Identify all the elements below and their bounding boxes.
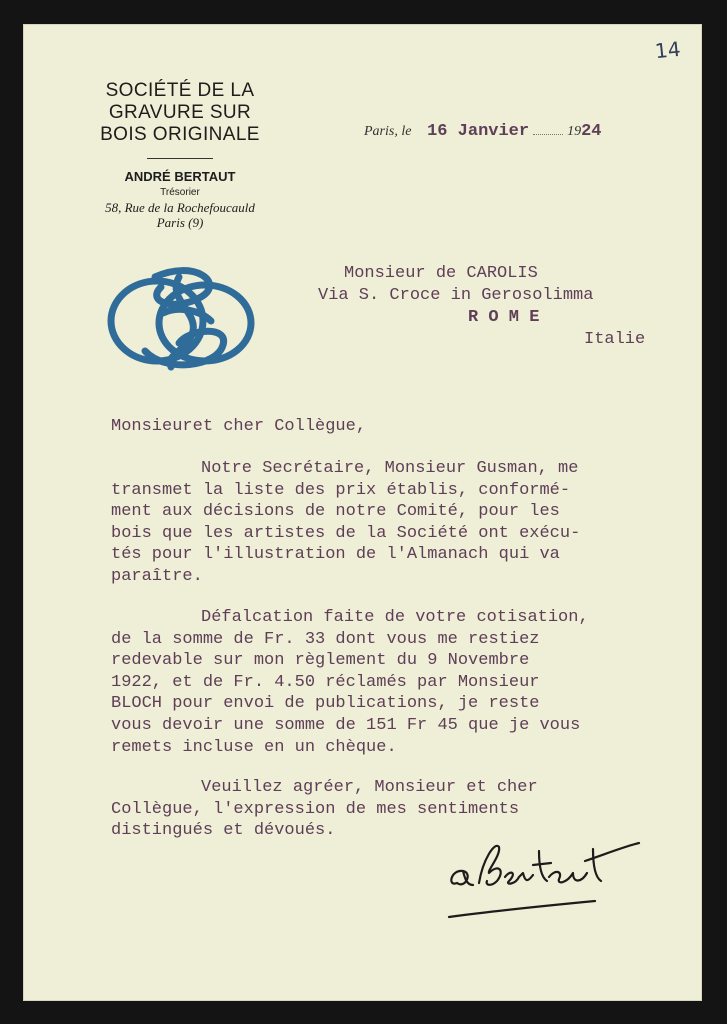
address-street: 58, Rue de la Rochefoucauld xyxy=(105,200,255,215)
society-monogram-icon xyxy=(105,255,257,381)
dateline-place: Paris, le xyxy=(364,124,412,139)
paragraph-line: Notre Secrétaire, Monsieur Gusman, me xyxy=(201,459,579,478)
paragraph-line: Collègue, l'expression de mes sentiments xyxy=(111,799,520,819)
dateline-day-month: 16 Janvier xyxy=(427,122,530,141)
paragraph-line: paraître. xyxy=(111,566,203,586)
letterhead-divider xyxy=(147,158,213,159)
paragraph-line: 1922, et de Fr. 4.50 réclamés par Monsieur xyxy=(111,672,540,692)
salutation xyxy=(111,416,701,438)
paragraph-line: Défalcation faite de votre cotisation, xyxy=(201,608,589,627)
paragraph-line: remets incluse en un chèque. xyxy=(111,737,397,757)
dateline xyxy=(364,122,602,141)
recipient-name: Monsieur de CAROLIS xyxy=(344,264,538,283)
paragraph-line: distingués et dévoués. xyxy=(111,821,336,841)
paragraph-line: vous devoir une somme de 151 Fr 45 que je vous xyxy=(111,715,581,735)
treasurer-name: ANDRÉ BERTAUT xyxy=(124,169,236,184)
paragraph-line: redevable sur mon règlement du 9 Novembre xyxy=(111,651,530,671)
paragraph-line: Veuillez agréer, Monsieur et cher xyxy=(201,778,538,797)
paragraph-2 xyxy=(111,607,701,758)
treasurer-title: Trésorier xyxy=(160,187,200,198)
dateline-year: 24 xyxy=(581,122,602,141)
address-city: Paris (9) xyxy=(156,215,204,230)
paragraph-line: bois que les artistes de la Société ont exécu- xyxy=(111,523,581,543)
dateline-century: 19 xyxy=(567,124,582,139)
recipient-street: Via S. Croce in Gerosolimma xyxy=(318,286,594,305)
paragraph-line: ment aux décisions de notre Comité, pour les xyxy=(111,502,560,522)
recipient-country: Italie xyxy=(584,330,646,349)
folio-number: 14 xyxy=(653,36,682,64)
society-name-line: BOIS ORIGINALE xyxy=(100,124,260,145)
paragraph-line: de la somme de Fr. 33 dont vous me restiez xyxy=(111,629,540,649)
recipient-city: R O M E xyxy=(468,308,540,327)
handwritten-signature xyxy=(443,825,643,925)
letterhead-address xyxy=(80,200,280,230)
society-name xyxy=(80,80,280,146)
society-name-line: SOCIÉTÉ DE LA xyxy=(105,80,255,101)
salutation-line: Monsieuret cher Collègue, xyxy=(111,417,367,436)
letterhead xyxy=(80,80,280,230)
paragraph-line: transmet la liste des prix établis, conformé- xyxy=(111,480,571,500)
paragraph-1 xyxy=(111,458,701,588)
dateline-dotted-fill xyxy=(533,134,563,135)
paragraph-line: BLOCH pour envoi de publications, je reste xyxy=(111,694,540,714)
society-name-line: GRAVURE SUR xyxy=(108,102,252,123)
paragraph-line: tés pour l'illustration de l'Almanach qui va xyxy=(111,545,560,565)
